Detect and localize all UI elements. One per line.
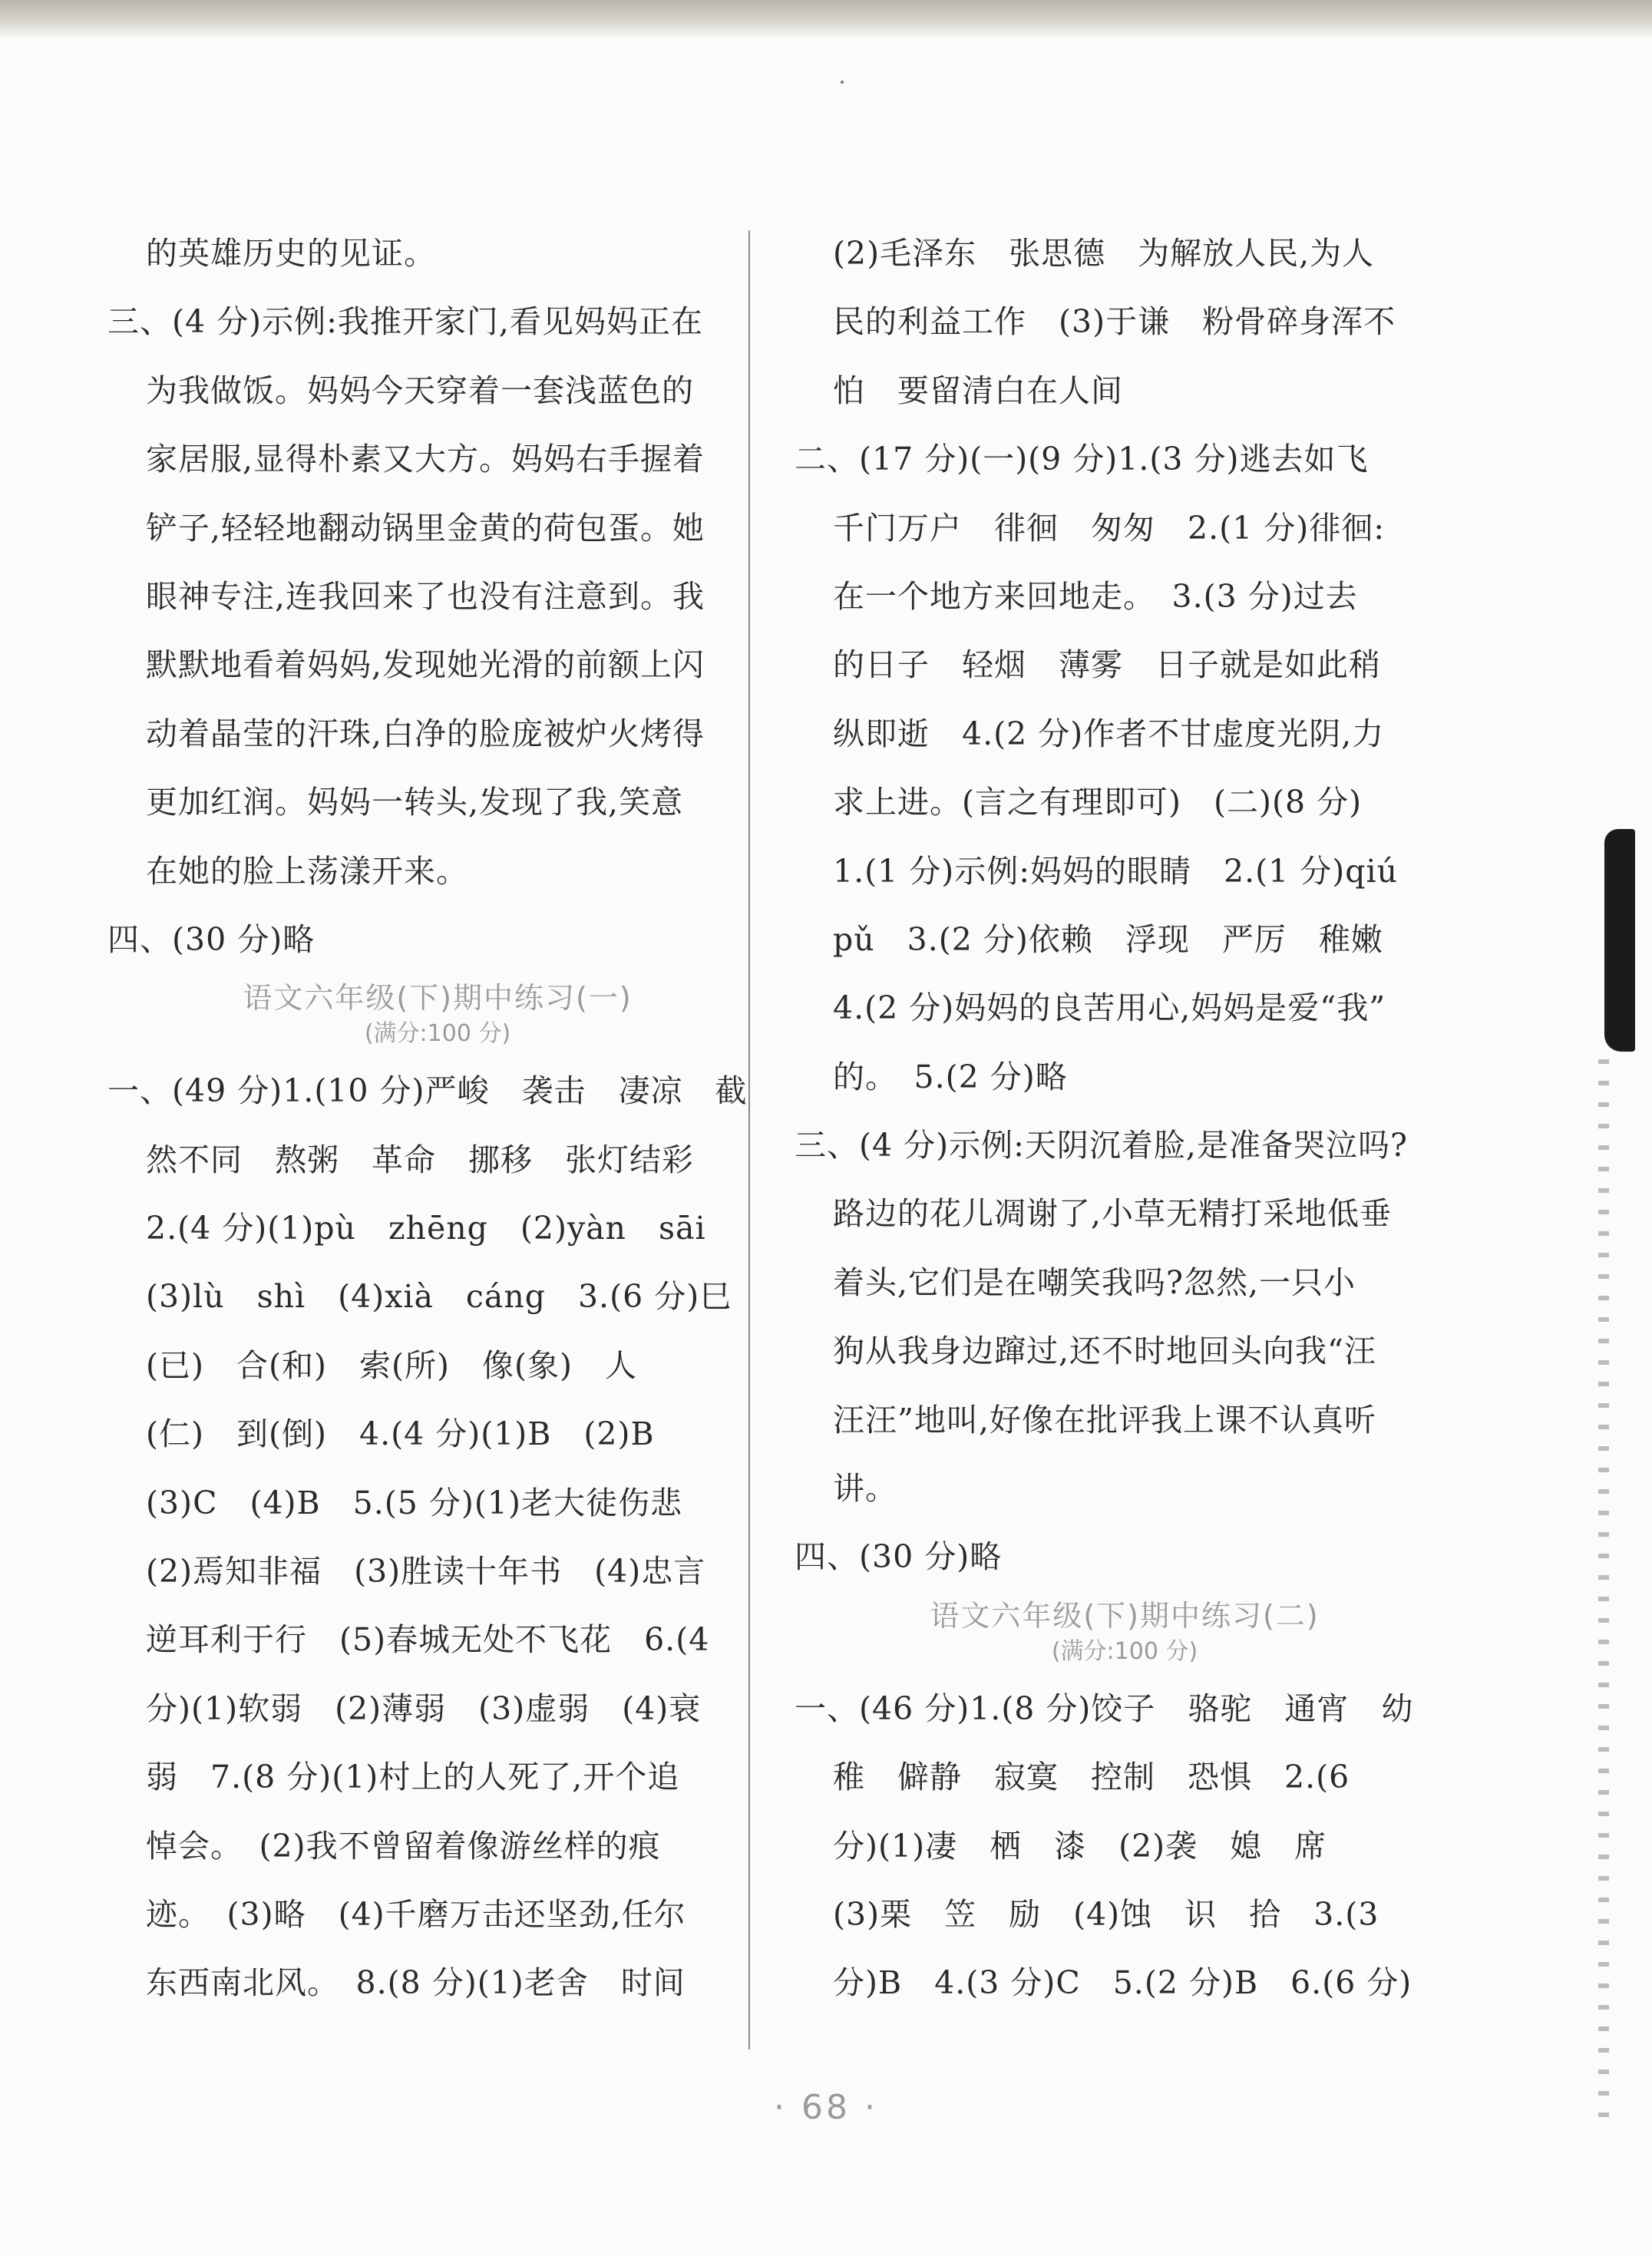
scan-edge-grain [1598, 1059, 1609, 2134]
section-title: 语文六年级(下)期中练习(一) [243, 981, 633, 1016]
text-line: 1.(1 分)示例:妈妈的眼睛 2.(1 分)qiú [833, 852, 1399, 890]
text-line: 一、(46 分)1.(8 分)饺子 骆驼 通宵 幼 [795, 1690, 1414, 1727]
text-line: 纵即逝 4.(2 分)作者不甘虚度光阴,力 [833, 715, 1385, 752]
text-line: 千门万户 徘徊 匆匆 2.(1 分)徘徊: [833, 509, 1386, 547]
text-line: 默默地看着妈妈,发现她光滑的前额上闪 [146, 646, 705, 684]
text-line: 铲子,轻轻地翻动锅里金黄的荷包蛋。她 [146, 509, 705, 547]
text-line: 三、(4 分)示例:天阴沉着脸,是准备哭泣吗? [795, 1127, 1408, 1164]
text-line: 一、(49 分)1.(10 分)严峻 袭击 凄凉 截 [107, 1072, 748, 1110]
text-line: 二、(17 分)(一)(9 分)1.(3 分)逃去如飞 [795, 441, 1369, 478]
text-line: pǔ 3.(2 分)依赖 浮现 严厉 稚嫩 [833, 920, 1383, 958]
text-line: (2)焉知非福 (3)胜读十年书 (4)忠言 [146, 1553, 706, 1590]
text-line: 在一个地方来回地走。 3.(3 分)过去 [833, 577, 1358, 615]
text-line: 4.(2 分)妈妈的良苦用心,妈妈是爱“我” [833, 989, 1386, 1027]
section-title: 语文六年级(下)期中练习(二) [930, 1598, 1320, 1633]
text-line: 为我做饭。妈妈今天穿着一套浅蓝色的 [146, 372, 694, 409]
text-line: 求上进。(言之有理即可) (二)(8 分) [833, 784, 1363, 821]
text-line: 三、(4 分)示例:我推开家门,看见妈妈正在 [107, 303, 703, 341]
text-line: (3)lù shì (4)xià cáng 3.(6 分)巳 [146, 1278, 732, 1316]
page-number: · 68 · [774, 2088, 878, 2127]
text-line: 的。 5.(2 分)略 [833, 1058, 1068, 1095]
section-subtitle: (满分:100 分) [364, 1020, 511, 1048]
text-line: 东西南北风。 8.(8 分)(1)老舍 时间 [146, 1964, 686, 2002]
text-line: 路边的花儿凋谢了,小草无精打采地低垂 [833, 1195, 1393, 1233]
text-line: (仁) 到(倒) 4.(4 分)(1)B (2)B [146, 1415, 655, 1453]
text-line: 怕 要留清白在人间 [833, 372, 1123, 409]
scan-top-edge [0, 0, 1652, 38]
text-line: 眼神专注,连我回来了也没有注意到。我 [146, 577, 705, 615]
text-line: 悼会。 (2)我不曾留着像游丝样的痕 [146, 1827, 661, 1865]
text-line: 家居服,显得朴素又大方。妈妈右手握着 [146, 441, 705, 478]
text-line: 四、(30 分)略 [107, 920, 316, 958]
text-line: 民的利益工作 (3)于谦 粉骨碎身浑不 [833, 303, 1396, 341]
text-line: 狗从我身边蹿过,还不时地回头向我“汪 [833, 1333, 1376, 1370]
text-line: 动着晶莹的汗珠,白净的脸庞被炉火烤得 [146, 715, 705, 752]
text-line: 稚 僻静 寂寞 控制 恐惧 2.(6 [833, 1759, 1350, 1796]
text-line: 四、(30 分)略 [795, 1538, 1003, 1576]
text-line: 迹。 (3)略 (4)千磨万击还坚劲,任尔 [146, 1895, 686, 1933]
text-line: 的日子 轻烟 薄雾 日子就是如此稍 [833, 646, 1381, 684]
text-line: 的英雄历史的见证。 [146, 235, 436, 272]
left-column [107, 223, 748, 2021]
text-line: 在她的脸上荡漾开来。 [146, 852, 468, 890]
right-column [795, 223, 1416, 2021]
section-subtitle: (满分:100 分) [1051, 1637, 1198, 1665]
scan-speck [841, 81, 844, 84]
text-line: 逆耳利于行 (5)春城无处不飞花 6.(4 [146, 1621, 710, 1659]
scan-edge-mark [1604, 829, 1635, 1052]
text-line: 更加红润。妈妈一转头,发现了我,笑意 [146, 784, 684, 821]
text-line: 讲。 [833, 1470, 897, 1508]
text-line: 着头,它们是在嘲笑我吗?忽然,一只小 [833, 1263, 1356, 1301]
text-line: 2.(4 分)(1)pù zhēng (2)yàn sāi [146, 1210, 706, 1247]
column-divider [748, 230, 750, 2050]
text-line: 弱 7.(8 分)(1)村上的人死了,开个追 [146, 1759, 680, 1796]
text-line: (3)栗 笠 励 (4)蚀 识 拾 3.(3 [833, 1895, 1379, 1933]
text-line: (2)毛泽东 张思德 为解放人民,为人 [833, 235, 1375, 272]
text-line: (已) 合(和) 索(所) 像(象) 人 [146, 1346, 637, 1384]
text-line: 然不同 熬粥 革命 挪移 张灯结彩 [146, 1141, 694, 1178]
text-line: 汪汪”地叫,好像在批评我上课不认真听 [833, 1401, 1376, 1438]
text-line: 分)(1)凄 栖 漆 (2)袭 媳 席 [833, 1827, 1327, 1865]
text-line: 分)B 4.(3 分)C 5.(2 分)B 6.(6 分) [833, 1964, 1412, 2002]
text-line: 分)(1)软弱 (2)薄弱 (3)虚弱 (4)衰 [146, 1690, 702, 1727]
text-line: (3)C (4)B 5.(5 分)(1)老大徒伤悲 [146, 1484, 682, 1521]
